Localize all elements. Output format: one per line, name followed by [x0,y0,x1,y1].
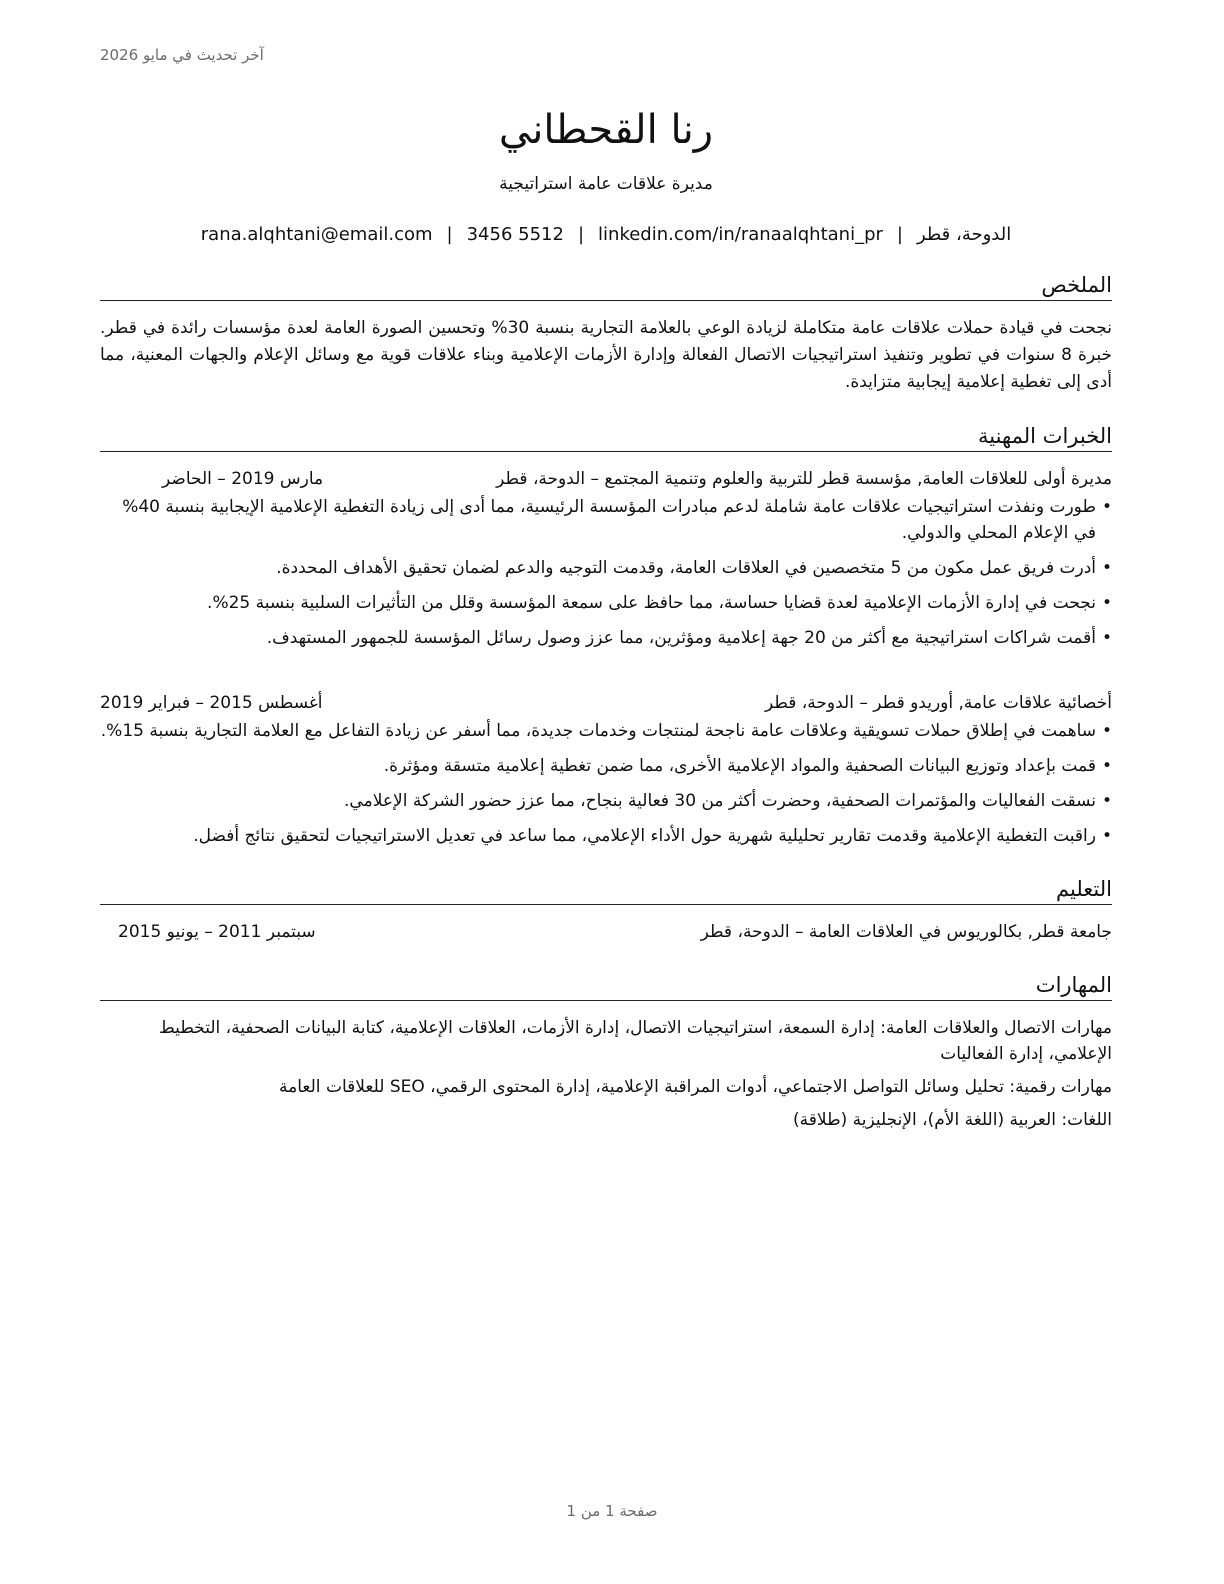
job-dates: مارس 2019 – الحاضر [162,469,324,489]
job-title: مديرة أولى للعلاقات العامة, مؤسسة قطر للتربية والعلوم وتنمية المجتمع – الدوحة، قطر [496,469,1112,489]
section-title-skills: المهارات [100,971,1112,1001]
bullet-item: • قمت بإعداد وتوزيع البيانات الصحفية والمواد الإعلامية الأخرى، مما ضمن تغطية إعلامية متسقة ومؤثرة. [100,753,1112,779]
job-title: أخصائية علاقات عامة, أوريدو قطر – الدوحة، قطر [764,693,1112,713]
bullet-item: • أقمت شراكات استراتيجية مع أكثر من 20 جهة إعلامية ومؤثرين، مما عزز وصول رسائل المؤسسة للجمهور المستهدف. [100,625,1112,651]
page-number: صفحة 1 من 1 [566,1502,658,1520]
section-title-experience: الخبرات المهنية [100,422,1112,452]
job-role: مديرة علاقات عامة استراتيجية [499,174,713,194]
bullet-item: • طورت ونفذت استراتيجيات علاقات عامة شاملة لدعم مبادرات المؤسسة الرئيسية، مما أدى إلى زيادة التغطية الإعلامية الإيجابية بنسبة 40% في الإعلام المحلي والدولي. [100,494,1112,546]
contact-location: الدوحة، قطر [916,224,1012,245]
bullet-item: • راقبت التغطية الإعلامية وقدمت تقارير تحليلية شهرية حول الأداء الإعلامي، مما ساعد في تعديل الاستراتيجيات لتحقيق نتائج أفضل. [100,823,1112,849]
person-name: رنا القحطاني [498,107,714,153]
resume-page [100,90,1112,1133]
summary-text: نجحت في قيادة حملات علاقات عامة متكاملة لزيادة الوعي بالعلامة التجارية بنسبة 30% وتحسين الصورة العامة لعدة مؤسسات رائدة في قطر. خبرة 8 سنوات في تطوير وتنفيذ استراتيجيات الاتصال الفعالة وإدارة الأزمات الإعلامية وبناء علاقات قوية مع وسائل الإعلام والجهات المعنية، مما أدى إلى تغطية إعلامية إيجابية متزايدة. [100,318,1113,392]
bullet-item: • نجحت في إدارة الأزمات الإعلامية لعدة قضايا حساسة، مما حافظ على سمعة المؤسسة وقلل من التأثيرات السلبية بنسبة 25%. [100,590,1112,616]
bullet-item: • نسقت الفعاليات والمؤتمرات الصحفية، وحضرت أكثر من 30 فعالية بنجاح، مما عزز حضور الشركة الإعلامي. [100,788,1112,814]
job-header [100,690,1112,716]
contact-line [100,224,1112,245]
bullet-item: • أدرت فريق عمل مكون من 5 متخصصين في العلاقات العامة، وقدمت التوجيه والدعم لضمان تحقيق الأهداف المحددة. [100,555,1112,581]
contact-linkedin[interactable]: linkedin.com/in/ranaalqhtani_pr [598,224,883,245]
skills-line: اللغات: العربية (اللغة الأم)، الإنجليزية (طلاقة) [793,1110,1112,1130]
last-updated-note: آخر تحديث في مايو 2026 [100,46,264,64]
bullet-item: • ساهمت في إطلاق حملات تسويقية وعلاقات عامة ناجحة لمنتجات وخدمات جديدة، مما أسفر عن زيادة التفاعل مع العلامة التجارية بنسبة 15%. [100,718,1112,744]
education-dates: سبتمبر 2011 – يونيو 2015 [118,922,316,942]
contact-separator: | [896,224,903,245]
contact-separator: | [577,224,585,245]
job-dates: أغسطس 2015 – فبراير 2019 [100,693,323,713]
contact-separator: | [446,224,453,245]
job-header [100,466,1112,492]
section-title-summary: الملخص [100,271,1112,301]
skills-line: مهارات الاتصال والعلاقات العامة: إدارة السمعة، استراتيجيات الاتصال، إدارة الأزمات، العلاقات الإعلامية، كتابة البيانات الصحفية، التخطيط الإعلامي، إدارة الفعاليات [159,1018,1112,1064]
education-degree: جامعة قطر, بكالوريوس في العلاقات العامة – الدوحة، قطر [700,922,1112,942]
job-bullets [100,494,1112,651]
contact-phone: 3456 5512 [466,224,564,245]
section-title-education: التعليم [100,875,1112,905]
contact-email[interactable]: rana.alqhtani@email.com [200,224,433,245]
job-bullets [100,718,1112,849]
education-header [100,919,1112,945]
skills-line: مهارات رقمية: تحليل وسائل التواصل الاجتماعي، أدوات المراقبة الإعلامية، إدارة المحتوى الرقمي، SEO للعلاقات العامة [279,1077,1112,1097]
